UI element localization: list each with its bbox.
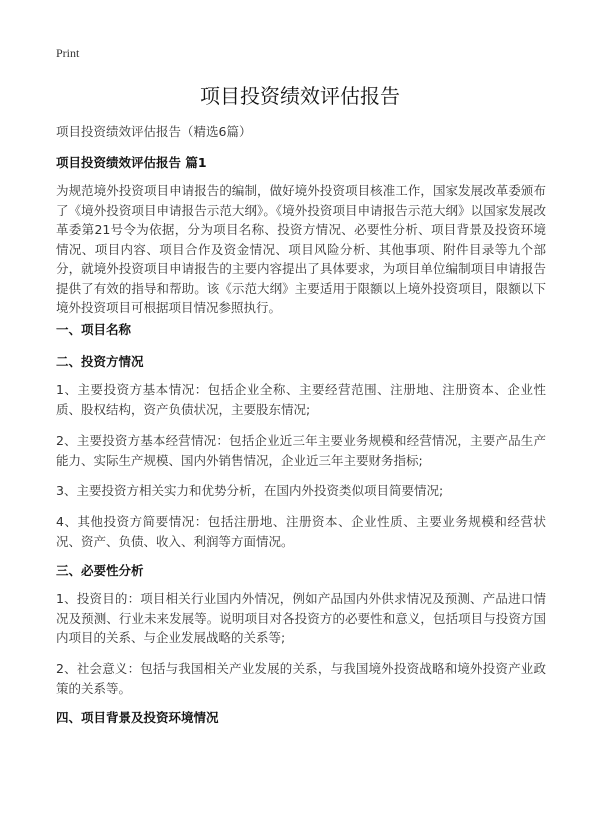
print-link[interactable]: Print xyxy=(56,46,80,60)
document-subtitle: 项目投资绩效评估报告（精选6篇） xyxy=(56,124,252,139)
article-heading: 项目投资绩效评估报告 篇1 xyxy=(56,155,207,170)
document-title: 项目投资绩效评估报告 xyxy=(200,84,400,108)
intro-paragraph: 为规范境外投资项目申请报告的编制，做好境外投资项目核准工作，国家发展改革委颁布了《境外投资项目申请报告示范大纲》。《境外投资项目申请报告示范大纲》以国家发展改革委第21号令为依据，分为项目名称、投资方情况、必要性分析、项目背景及投资环境情况、项目内容、项目合作及资金情况、项目风险分析、其他事项、附件目录等九个部分，就境外投资项目申请报告的主要内容提出了具体要求，为项目单位编制项目申请报告提供了有效的指导和帮助。该《示范大纲》主要适用于限额以上境外投资项目，限额以下境外投资项目可根据项目情况参照执行。 xyxy=(56,183,546,315)
investor-item-2: 2、主要投资方基本经营情况：包括企业近三年主要业务规模和经营情况，主要产品生产能力、实际生产规模、国内外销售情况，企业近三年主要财务指标; xyxy=(56,433,546,468)
necessity-item-2: 2、社会意义：包括与我国相关产业发展的关系，与我国境外投资战略和境外投资产业政策的关系等。 xyxy=(56,661,546,696)
section-heading-necessity: 三、必要性分析 xyxy=(56,563,144,578)
section-heading-project-name: 一、项目名称 xyxy=(56,322,132,337)
investor-item-1: 1、主要投资方基本情况：包括企业全称、主要经营范围、注册地、注册资本、企业性质、股权结构，资产负债状况，主要股东情况; xyxy=(56,382,546,417)
necessity-item-1: 1、投资目的：项目相关行业国内外情况，例如产品国内外供求情况及预测、产品进口情况及预测、行业未来发展等。说明项目对各投资方的必要性和意义，包括项目与投资方国内项目的关系、与企业发展战略的关系等; xyxy=(56,591,546,645)
investor-item-4: 4、其他投资方简要情况：包括注册地、注册资本、企业性质、主要业务规模和经营状况、资产、负债、收入、利润等方面情况。 xyxy=(56,514,546,549)
investor-item-3: 3、主要投资方相关实力和优势分析，在国内外投资类似项目简要情况; xyxy=(56,483,444,498)
section-heading-background: 四、项目背景及投资环境情况 xyxy=(56,710,219,725)
section-heading-investor-info: 二、投资方情况 xyxy=(56,354,144,369)
